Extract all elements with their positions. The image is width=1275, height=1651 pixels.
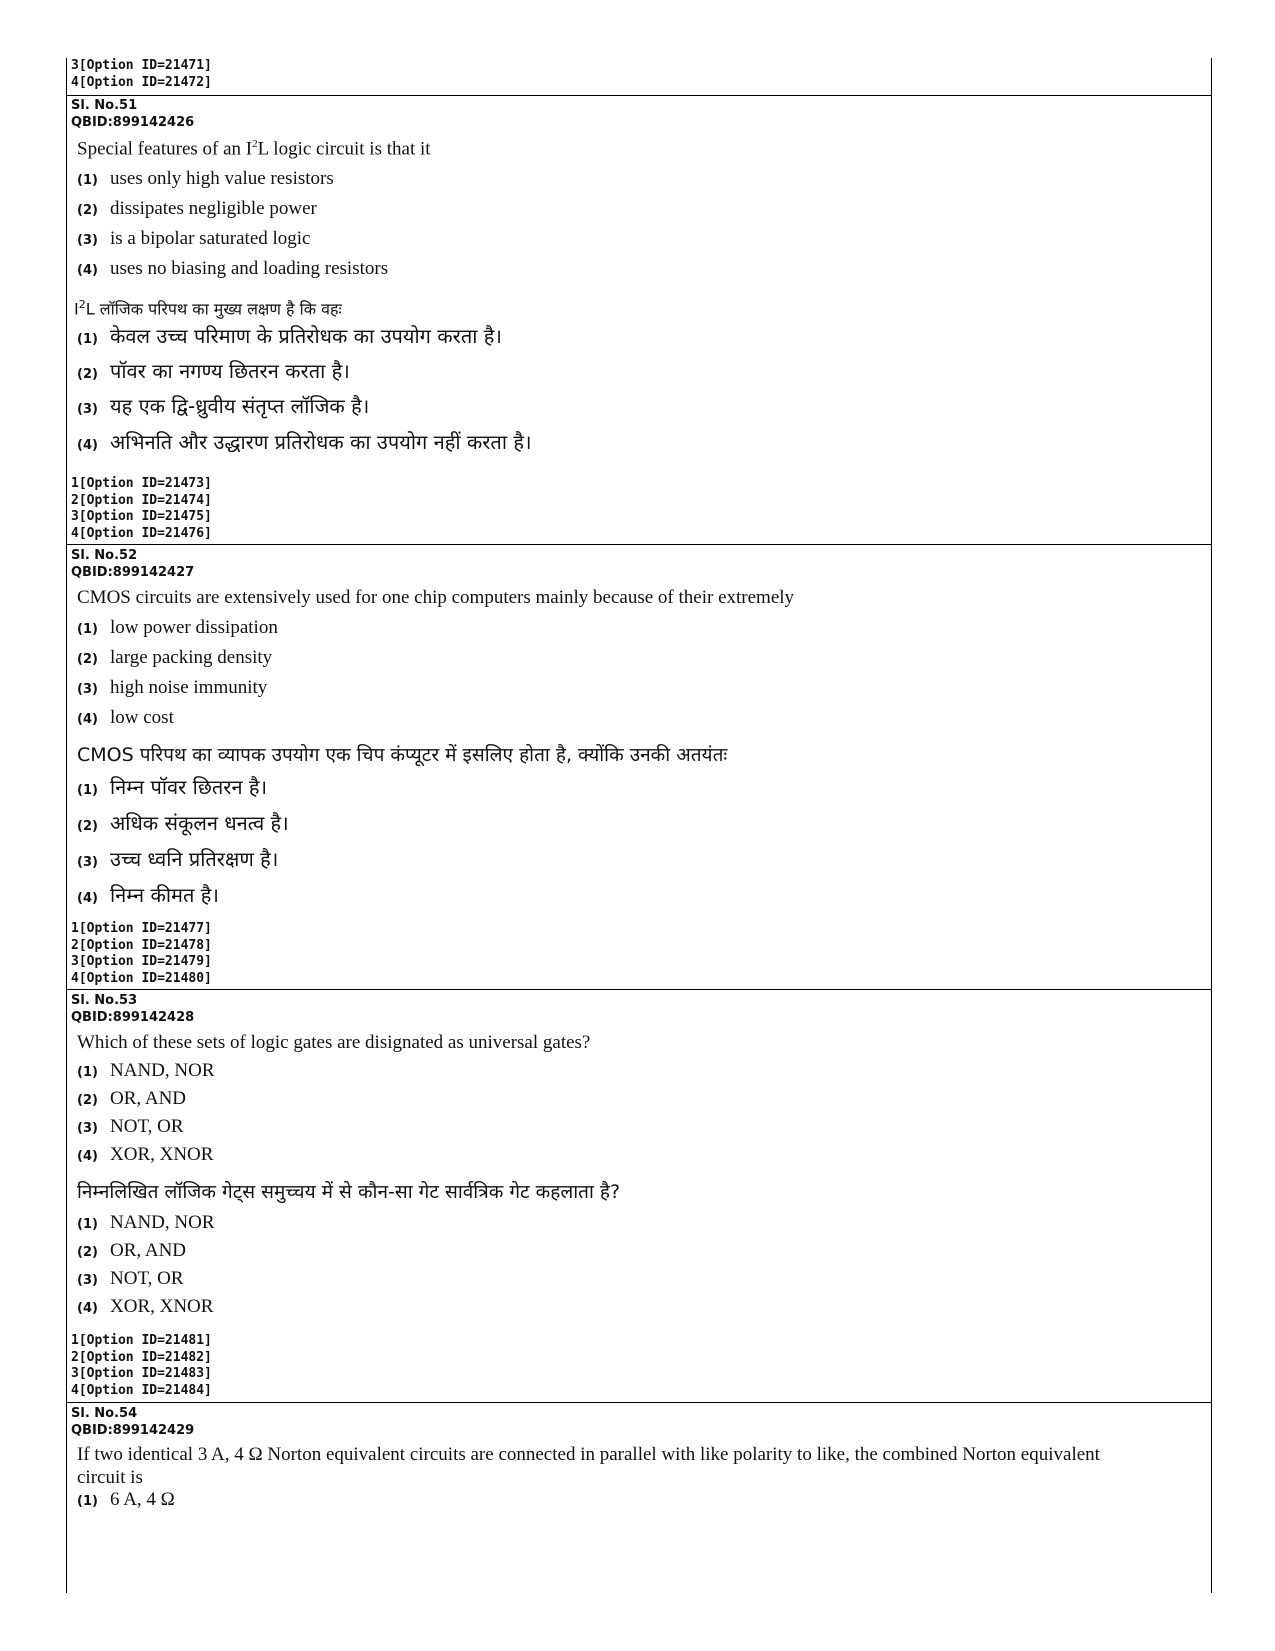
option-en: (2) dissipates negligible power bbox=[77, 198, 317, 219]
option-en: (2) OR, AND bbox=[77, 1088, 187, 1109]
option-id-line: 2[Option ID=21474] bbox=[71, 492, 212, 508]
option-en: (4) low cost bbox=[77, 707, 174, 728]
question-51 bbox=[66, 98, 1212, 462]
option-en: (3) NOT, OR bbox=[77, 1116, 184, 1137]
option-id-line: 1[Option ID=21473] bbox=[71, 476, 212, 491]
divider bbox=[66, 95, 1212, 96]
option-en: (4) uses no biasing and loading resistors bbox=[77, 258, 389, 279]
option-ids-52 bbox=[66, 921, 1212, 987]
option-ids-53 bbox=[66, 1333, 1212, 1399]
option-id-line: 3[Option ID=21475] bbox=[71, 509, 212, 524]
qbid: QBID:899142427 bbox=[71, 564, 195, 580]
serial-number: Sl. No.51 bbox=[71, 98, 138, 113]
question-text-en: Which of these sets of logic gates are disignated as universal gates? bbox=[77, 1032, 591, 1053]
serial-number: Sl. No.54 bbox=[71, 1406, 138, 1421]
qbid: QBID:899142428 bbox=[71, 1009, 195, 1025]
option-hi: (1) निम्न पॉवर छितरन है। bbox=[77, 775, 268, 799]
option-hi: (4) निम्न कीमत है। bbox=[77, 883, 219, 907]
question-53 bbox=[66, 993, 1212, 1324]
option-hi: (4) अभिनति और उद्धारण प्रतिरोधक का उपयोग नहीं करता है। bbox=[77, 430, 532, 454]
question-54 bbox=[66, 1406, 1212, 1515]
question-text-en: Special features of an $I^2L$ logic circuit is that it bbox=[77, 138, 431, 160]
option-hi: (1) केवल उच्च परिमाण के प्रतिरोधक का उपयोग करता है। bbox=[77, 324, 502, 348]
divider bbox=[66, 1402, 1212, 1403]
option-en: (1) NAND, NOR bbox=[77, 1060, 215, 1081]
option-en: (4) XOR, XNOR bbox=[77, 1144, 214, 1165]
option-hi: (2) अधिक संकूलन धनत्व है। bbox=[77, 811, 289, 835]
option-id-line: 2[Option ID=21482] bbox=[71, 1349, 212, 1365]
divider bbox=[66, 989, 1212, 990]
option-en: (3) is a bipolar saturated logic bbox=[77, 228, 311, 249]
option-id-line: 3[Option ID=21471] bbox=[71, 58, 212, 73]
option-id-line: 4[Option ID=21484] bbox=[71, 1382, 212, 1398]
question-text-hi: $I^2L$ लॉजिक परिपथ का मुख्य लक्षण है कि वहः bbox=[74, 298, 342, 319]
option-id-line: 2[Option ID=21478] bbox=[71, 937, 212, 953]
question-text-en: CMOS circuits are extensively used for one chip computers mainly because of their extremely bbox=[77, 587, 795, 608]
question-text-en: If two identical 3 A, 4 Ω Norton equivalent circuits are connected in parallel with like polarity to like, the combined Norton equivalent circuit is bbox=[77, 1444, 1100, 1488]
option-hi: (1) NAND, NOR bbox=[77, 1212, 215, 1233]
option-en: (1) low power dissipation bbox=[77, 617, 278, 638]
option-id-line: 3[Option ID=21479] bbox=[71, 954, 212, 969]
option-hi: (2) पॉवर का नगण्य छितरन करता है। bbox=[77, 359, 350, 383]
option-hi: (3) यह एक द्वि-ध्रुवीय संतृप्त लॉजिक है। bbox=[77, 394, 370, 418]
option-hi: (4) XOR, XNOR bbox=[77, 1296, 214, 1317]
option-en: (1) 6 A, 4 Ω bbox=[77, 1489, 175, 1510]
qbid: QBID:899142426 bbox=[71, 114, 195, 130]
option-hi: (2) OR, AND bbox=[77, 1240, 187, 1261]
serial-number: Sl. No.52 bbox=[71, 548, 138, 563]
option-id-line: 4[Option ID=21476] bbox=[71, 525, 212, 541]
option-id-line: 4[Option ID=21480] bbox=[71, 970, 212, 986]
question-52 bbox=[66, 548, 1212, 915]
qbid: QBID:899142429 bbox=[71, 1422, 195, 1438]
serial-number: Sl. No.53 bbox=[71, 993, 138, 1008]
question-text-hi: निम्नलिखित लॉजिक गेट्स समुच्चय में से कौन-सा गेट सार्वत्रिक गेट कहलाता है? bbox=[77, 1181, 621, 1203]
question-text-hi: CMOS परिपथ का व्यापक उपयोग एक चिप कंप्यूटर में इसलिए होता है, क्योंकि उनकी अतयंतः bbox=[77, 744, 728, 766]
option-id-line: 4[Option ID=21472] bbox=[71, 74, 212, 90]
divider bbox=[66, 544, 1212, 545]
option-en: (1) uses only high value resistors bbox=[77, 168, 334, 189]
option-id-line: 1[Option ID=21481] bbox=[71, 1333, 212, 1348]
option-id-line: 1[Option ID=21477] bbox=[71, 921, 212, 936]
option-hi: (3) NOT, OR bbox=[77, 1268, 184, 1289]
option-hi: (3) उच्च ध्वनि प्रतिरक्षण है। bbox=[77, 847, 279, 871]
option-en: (3) high noise immunity bbox=[77, 677, 268, 698]
top-option-ids bbox=[66, 58, 1212, 91]
option-id-line: 3[Option ID=21483] bbox=[71, 1366, 212, 1381]
option-en: (2) large packing density bbox=[77, 647, 273, 668]
option-ids-51 bbox=[66, 476, 1212, 542]
